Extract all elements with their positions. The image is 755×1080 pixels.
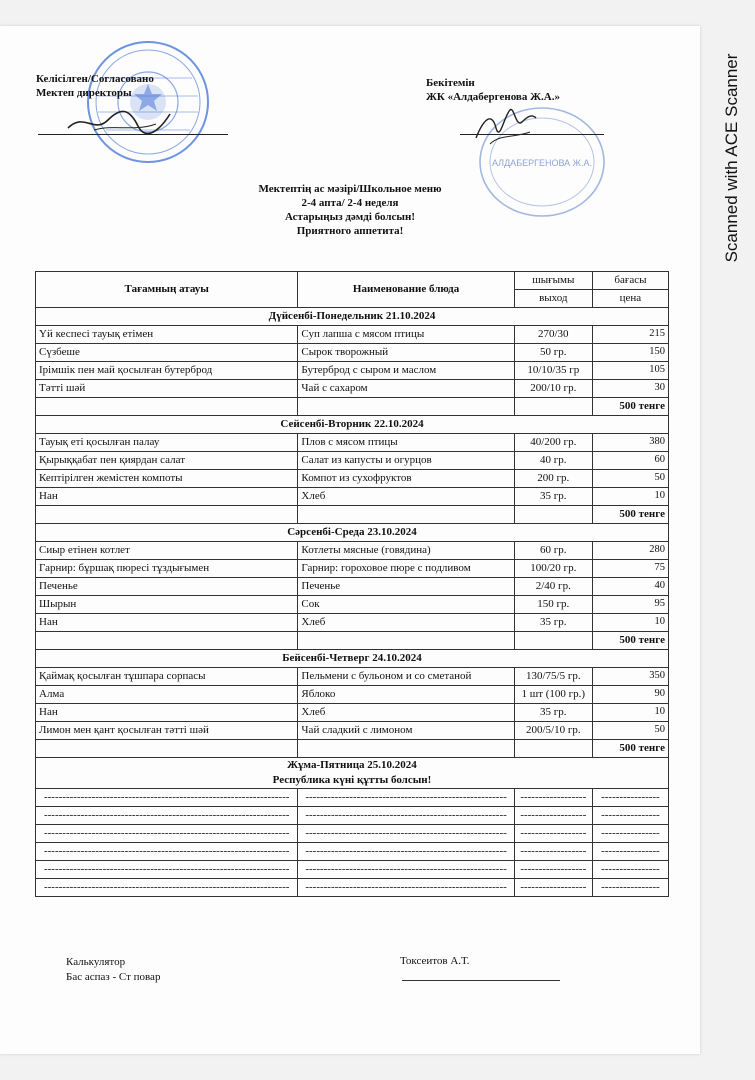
dish-name-ru: Сок	[298, 596, 514, 614]
dash-placeholder: -------------------------------------------------------	[298, 843, 514, 861]
dash-placeholder: ----------------	[592, 843, 668, 861]
dish-name-ru: Плов с мясом птицы	[298, 434, 514, 452]
dish-name-kz: Гарнир: бұршақ пюресі тұздығымен	[36, 560, 298, 578]
approver-signature	[470, 98, 540, 148]
dish-name-kz: Сүзбеше	[36, 344, 298, 362]
day-total: 500 тенге	[592, 398, 668, 416]
dish-yield: 200 гр.	[514, 470, 592, 488]
dash-placeholder: -------------------------------------------------------	[298, 861, 514, 879]
dish-yield: 270/30	[514, 326, 592, 344]
header-yield-kz: шығымы	[514, 272, 592, 290]
friday-empty-row	[36, 879, 669, 897]
total-empty-cell	[298, 506, 514, 524]
school-director-label: Мектеп директоры	[36, 87, 132, 99]
header-yield-ru: выход	[514, 290, 592, 308]
day-total: 500 тенге	[592, 740, 668, 758]
menu-item-row	[36, 578, 669, 596]
menu-item-row	[36, 704, 669, 722]
dish-name-kz: Сиыр етінен котлет	[36, 542, 298, 560]
day-total-row	[36, 506, 669, 524]
dish-yield: 100/20 гр.	[514, 560, 592, 578]
dish-name-kz: Үй кеспесі тауық етімен	[36, 326, 298, 344]
dash-placeholder: ------------------	[514, 879, 592, 897]
total-empty-cell	[514, 506, 592, 524]
dish-name-ru: Гарнир: гороховое пюре с подливом	[298, 560, 514, 578]
dish-name-ru: Хлеб	[298, 704, 514, 722]
dish-name-kz: Печенье	[36, 578, 298, 596]
menu-item-row	[36, 596, 669, 614]
title-line-2: 2-4 апта/ 2-4 неделя	[301, 197, 399, 209]
dash-placeholder: ----------------	[592, 825, 668, 843]
menu-item-row	[36, 434, 669, 452]
dish-name-kz: Алма	[36, 686, 298, 704]
friday-empty-row	[36, 861, 669, 879]
day-total-row	[36, 740, 669, 758]
menu-table	[35, 271, 669, 897]
dash-placeholder: ----------------	[592, 879, 668, 897]
dish-name-kz: Қырыққабат пен қиярдан салат	[36, 452, 298, 470]
dish-name-kz: Тәтті шәй	[36, 380, 298, 398]
header-name-ru: Наименование блюда	[298, 272, 514, 308]
dish-price: 95	[592, 596, 668, 614]
friday-title: Жұма-Пятница 25.10.2024	[287, 759, 417, 771]
dish-price: 215	[592, 326, 668, 344]
footer-roles	[66, 955, 160, 985]
day-title: Бейсенбі-Четверг 24.10.2024	[36, 650, 669, 668]
dish-yield: 60 гр.	[514, 542, 592, 560]
dish-name-ru: Бутерброд с сыром и маслом	[298, 362, 514, 380]
day-header-row	[36, 650, 669, 668]
menu-item-row	[36, 722, 669, 740]
header-price-ru: цена	[592, 290, 668, 308]
menu-item-row	[36, 344, 669, 362]
dash-placeholder: -------------------------------------------------------	[298, 807, 514, 825]
dish-yield: 40 гр.	[514, 452, 592, 470]
dash-placeholder: ----------------	[592, 861, 668, 879]
title-line-1: Мектептің ас мәзірі/Школьное меню	[258, 183, 442, 195]
total-empty-cell	[514, 398, 592, 416]
dish-yield: 130/75/5 гр.	[514, 668, 592, 686]
dish-name-kz: Қаймақ қосылған тұшпара сорпасы	[36, 668, 298, 686]
dish-name-ru: Чай сладкий с лимоном	[298, 722, 514, 740]
total-empty-cell	[36, 398, 298, 416]
menu-item-row	[36, 614, 669, 632]
menu-item-row	[36, 380, 669, 398]
dish-yield: 35 гр.	[514, 704, 592, 722]
menu-item-row	[36, 560, 669, 578]
dash-placeholder: ----------------	[592, 789, 668, 807]
total-empty-cell	[298, 632, 514, 650]
day-total: 500 тенге	[592, 632, 668, 650]
dish-name-kz: Нан	[36, 488, 298, 506]
day-total-row	[36, 398, 669, 416]
dish-name-kz: Ірімшік пен май қосылған бутерброд	[36, 362, 298, 380]
friday-header-cell	[36, 758, 669, 789]
dash-placeholder: -------------------------------------------------------	[298, 789, 514, 807]
dash-placeholder: -------------------------------------------------------------------	[36, 843, 298, 861]
director-signature	[64, 106, 174, 136]
dash-placeholder: ------------------	[514, 843, 592, 861]
menu-title	[200, 182, 500, 238]
header-name-kz: Тағамның атауы	[36, 272, 298, 308]
scanner-watermark	[718, 28, 746, 288]
dash-placeholder: ------------------	[514, 825, 592, 843]
agreed-block	[36, 72, 154, 100]
dish-name-ru: Чай с сахаром	[298, 380, 514, 398]
total-empty-cell	[514, 632, 592, 650]
menu-item-row	[36, 362, 669, 380]
dish-price: 50	[592, 722, 668, 740]
total-empty-cell	[514, 740, 592, 758]
menu-item-row	[36, 542, 669, 560]
dish-price: 60	[592, 452, 668, 470]
day-total: 500 тенге	[592, 506, 668, 524]
dish-price: 90	[592, 686, 668, 704]
footer-signature-line	[402, 980, 560, 981]
dish-yield: 35 гр.	[514, 614, 592, 632]
friday-subtitle: Республика күні құтты болсын!	[272, 774, 432, 786]
dish-yield: 2/40 гр.	[514, 578, 592, 596]
dash-placeholder: -------------------------------------------------------	[298, 825, 514, 843]
day-total-row	[36, 632, 669, 650]
menu-item-row	[36, 470, 669, 488]
approver-signature-line	[460, 134, 604, 135]
dish-price: 150	[592, 344, 668, 362]
friday-empty-row	[36, 843, 669, 861]
chef-role: Бас аспаз - Ст повар	[66, 971, 161, 983]
dish-price: 50	[592, 470, 668, 488]
dish-yield: 10/10/35 гр	[514, 362, 592, 380]
day-title: Дүйсенбі-Понедельник 21.10.2024	[36, 308, 669, 326]
day-header-row	[36, 308, 669, 326]
dish-price: 40	[592, 578, 668, 596]
title-line-3: Астарыңыз дәмді болсын!	[284, 211, 416, 223]
dish-name-kz: Шырын	[36, 596, 298, 614]
dish-name-ru: Хлеб	[298, 488, 514, 506]
scanner-watermark-text: Scanned with ACE Scanner	[722, 53, 741, 263]
dash-placeholder: ----------------	[592, 807, 668, 825]
dish-price: 10	[592, 614, 668, 632]
dish-name-ru: Пельмени с бульоном и со сметаной	[298, 668, 514, 686]
dish-name-kz: Нан	[36, 704, 298, 722]
dash-placeholder: -------------------------------------------------------------------	[36, 861, 298, 879]
dash-placeholder: ------------------	[514, 861, 592, 879]
table-header-row	[36, 272, 669, 290]
day-title: Сәрсенбі-Среда 23.10.2024	[36, 524, 669, 542]
dish-name-ru: Суп лапша с мясом птицы	[298, 326, 514, 344]
dish-price: 380	[592, 434, 668, 452]
total-empty-cell	[36, 506, 298, 524]
approved-block	[426, 76, 560, 104]
footer-signer: Токсеитов А.Т.	[400, 955, 470, 967]
dish-yield: 150 гр.	[514, 596, 592, 614]
total-empty-cell	[298, 398, 514, 416]
dish-price: 350	[592, 668, 668, 686]
dish-name-kz: Нан	[36, 614, 298, 632]
dish-price: 105	[592, 362, 668, 380]
dish-name-ru: Компот из сухофруктов	[298, 470, 514, 488]
dash-placeholder: -------------------------------------------------------	[298, 879, 514, 897]
dish-price: 10	[592, 488, 668, 506]
header-price-kz: бағасы	[592, 272, 668, 290]
menu-table-body	[36, 308, 669, 897]
school-seal-stamp	[84, 38, 212, 166]
friday-empty-row	[36, 789, 669, 807]
dish-name-kz: Тауық еті қосылған палау	[36, 434, 298, 452]
menu-item-row	[36, 488, 669, 506]
total-empty-cell	[36, 740, 298, 758]
approved-label: Бекітемін	[426, 77, 475, 89]
menu-item-row	[36, 668, 669, 686]
total-empty-cell	[298, 740, 514, 758]
day-title: Сейсенбі-Вторник 22.10.2024	[36, 416, 669, 434]
dash-placeholder: -------------------------------------------------------------------	[36, 789, 298, 807]
svg-text:АЛДАБЕРГЕНОВА Ж.А.: АЛДАБЕРГЕНОВА Ж.А.	[491, 158, 593, 168]
total-empty-cell	[36, 632, 298, 650]
dish-price: 75	[592, 560, 668, 578]
dash-placeholder: -------------------------------------------------------------------	[36, 807, 298, 825]
friday-empty-row	[36, 807, 669, 825]
dish-yield: 200/5/10 гр.	[514, 722, 592, 740]
friday-empty-row	[36, 825, 669, 843]
day-header-row	[36, 416, 669, 434]
agreed-label: Келісілген/Согласовано	[36, 73, 154, 85]
dish-name-ru: Хлеб	[298, 614, 514, 632]
title-line-4: Приятного аппетита!	[296, 225, 404, 237]
dish-name-ru: Сырок творожный	[298, 344, 514, 362]
dish-yield: 50 гр.	[514, 344, 592, 362]
dish-price: 30	[592, 380, 668, 398]
day-header-row	[36, 524, 669, 542]
dish-yield: 200/10 гр.	[514, 380, 592, 398]
dish-yield: 35 гр.	[514, 488, 592, 506]
menu-item-row	[36, 326, 669, 344]
dash-placeholder: ------------------	[514, 807, 592, 825]
dash-placeholder: -------------------------------------------------------------------	[36, 879, 298, 897]
dish-price: 280	[592, 542, 668, 560]
dish-name-ru: Салат из капусты и огурцов	[298, 452, 514, 470]
director-signature-line	[38, 134, 228, 135]
dish-name-ru: Печенье	[298, 578, 514, 596]
dish-name-ru: Котлеты мясные (говядина)	[298, 542, 514, 560]
menu-item-row	[36, 686, 669, 704]
menu-item-row	[36, 452, 669, 470]
friday-header-row	[36, 758, 669, 789]
dish-name-kz: Лимон мен қант қосылған тәтті шәй	[36, 722, 298, 740]
approver-name: ЖК «Алдабергенова Ж.А.»	[426, 91, 560, 103]
dish-yield: 1 шт (100 гр.)	[514, 686, 592, 704]
dish-price: 10	[592, 704, 668, 722]
dash-placeholder: -------------------------------------------------------------------	[36, 825, 298, 843]
calculator-role: Калькулятор	[66, 956, 126, 968]
dish-name-kz: Кептірілген жемістен компоты	[36, 470, 298, 488]
dash-placeholder: ------------------	[514, 789, 592, 807]
dish-name-ru: Яблоко	[298, 686, 514, 704]
dish-yield: 40/200 гр.	[514, 434, 592, 452]
